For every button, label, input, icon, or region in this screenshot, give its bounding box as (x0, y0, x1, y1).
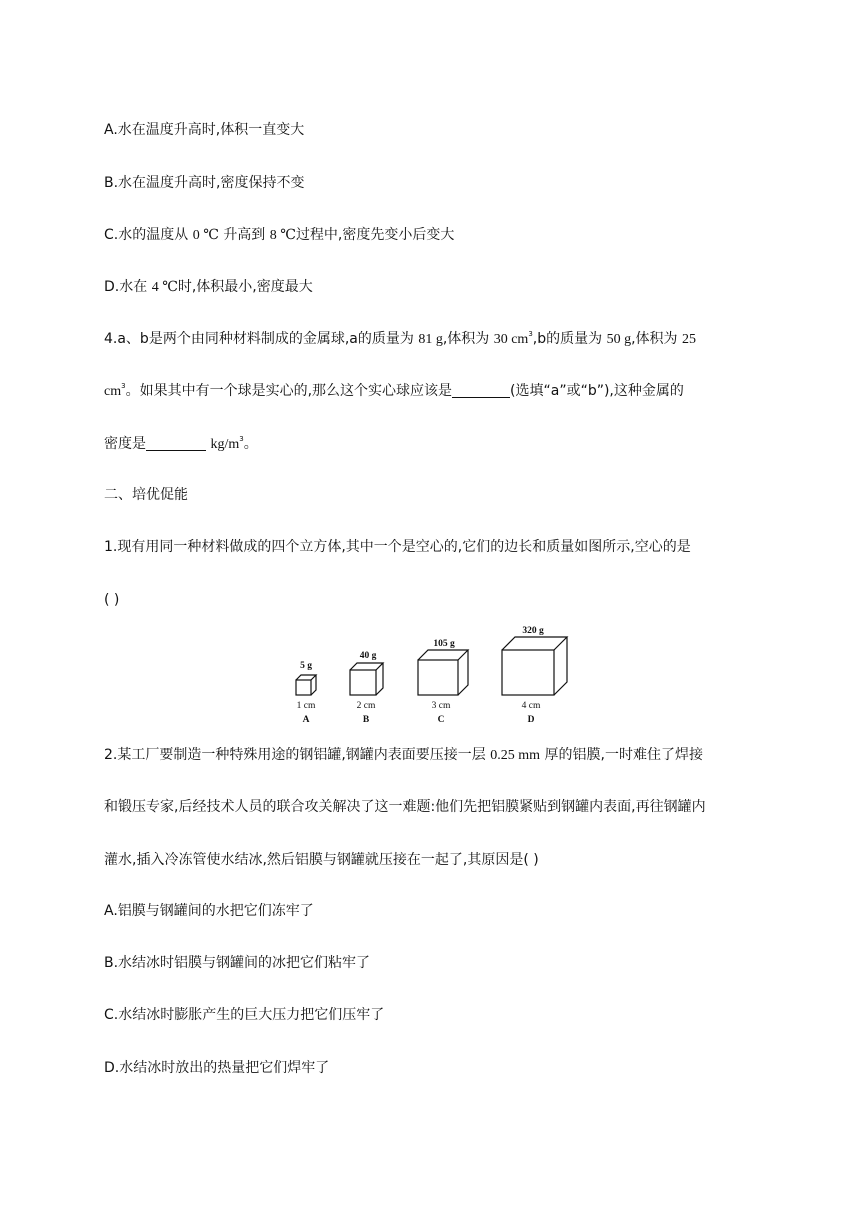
q4-text-1: 4.a、b是两个由同种材料制成的金属球,a的质量为 (104, 331, 414, 347)
q3-option-c-mid: 升高到 (223, 227, 266, 243)
q4-text-6: (选填“a”或“b”),这种金属的 (510, 383, 684, 399)
q4-text-7: 密度是 (104, 436, 146, 452)
cube-c-letter: C (437, 715, 445, 725)
p2-option-d: D.水结冰时放出的热量把它们焊牢了 (104, 1060, 330, 1076)
q4-volume-b: 25 (682, 332, 696, 347)
cube-b-letter: B (362, 715, 370, 725)
p2-line-2: 和锻压专家,后经技术人员的联合攻关解决了这一难题:他们先把铝膜紧贴到钢罐内表面,再往钢罐内 (104, 799, 706, 815)
q3-option-c-pre: C.水的温度从 (104, 227, 189, 243)
q4-mass-a: 81 g (418, 332, 443, 347)
cube-d-mass: 320 g (522, 626, 544, 636)
cube-b-edge: 2 cm (356, 701, 376, 711)
p2-option-a: A.铝膜与钢罐间的水把它们冻牢了 (104, 903, 314, 919)
q4-mass-b: 50 g (606, 332, 632, 347)
p1-bracket[interactable]: ( ) (104, 592, 120, 608)
p2-text-1: 2.某工厂要制造一种特殊用途的钢铝罐,钢罐内表面要压接一层 (104, 747, 486, 763)
q3-option-c-post: 过程中,密度先变小后变大 (295, 227, 455, 243)
q4-density-unit: kg/m (210, 437, 240, 452)
cube-c-edge: 3 cm (431, 701, 451, 711)
q4-text-3: ,b的质量为 (532, 331, 603, 347)
section-title: 二、培优促能 (104, 487, 188, 503)
cube-a-mass: 5 g (300, 661, 312, 671)
q3-option-a: A.水在温度升高时,体积一直变大 (104, 122, 305, 138)
p2-text-2: 厚的铝膜,一时难住了焊接 (544, 747, 703, 763)
p2-option-b: B.水结冰时铝膜与钢罐间的冰把它们粘牢了 (104, 955, 371, 971)
q4-sup-c: 3 (239, 435, 244, 443)
q4-text-8: 。 (243, 436, 258, 452)
cube-c-mass: 105 g (433, 639, 455, 649)
cube-d (502, 637, 567, 695)
p2-thickness: 0.25 mm (490, 748, 541, 763)
cube-b-mass: 40 g (359, 651, 377, 661)
q3-option-d-temp: 4 ℃ (151, 280, 178, 295)
cube-b (350, 663, 383, 695)
cube-a-letter: A (302, 715, 310, 725)
p2-option-c: C.水结冰时膨胀产生的巨大压力把它们压牢了 (104, 1007, 385, 1023)
cube-d-edge: 4 cm (521, 701, 541, 711)
cube-a-edge: 1 cm (296, 701, 316, 711)
q4-text-4: ,体积为 (631, 331, 678, 347)
p2-line-3: 灌水,插入冷冻管使水结冰,然后铝膜与钢罐就压接在一起了,其原因是( ) (104, 852, 539, 868)
q4-volume-a: 30 cm (493, 332, 529, 347)
q3-option-c-t2: 8 ℃ (269, 228, 296, 243)
p2-line-1 (104, 746, 703, 765)
p1-line-1: 1.现有用同一种材料做成的四个立方体,其中一个是空心的,它们的边长和质量如图所示,空心的是 (104, 539, 691, 555)
cube-c (418, 650, 468, 695)
q4-text-5: 。如果其中有一个球是实心的,那么这个实心球应该是 (125, 383, 453, 399)
q3-option-c-t1: 0 ℃ (192, 228, 219, 243)
q3-option-b: B.水在温度升高时,密度保持不变 (104, 175, 305, 191)
q4-sup-b: 3 (121, 382, 126, 390)
cube-a (296, 675, 316, 695)
q3-option-d-pre: D.水在 (104, 279, 148, 295)
q4-sup-a: 3 (528, 330, 533, 338)
cube-d-letter: D (527, 715, 535, 725)
q4-unit-cm: cm (104, 384, 122, 399)
q4-text-2: ,体积为 (442, 331, 490, 347)
q3-option-d-post: 时,体积最小,密度最大 (177, 279, 313, 295)
